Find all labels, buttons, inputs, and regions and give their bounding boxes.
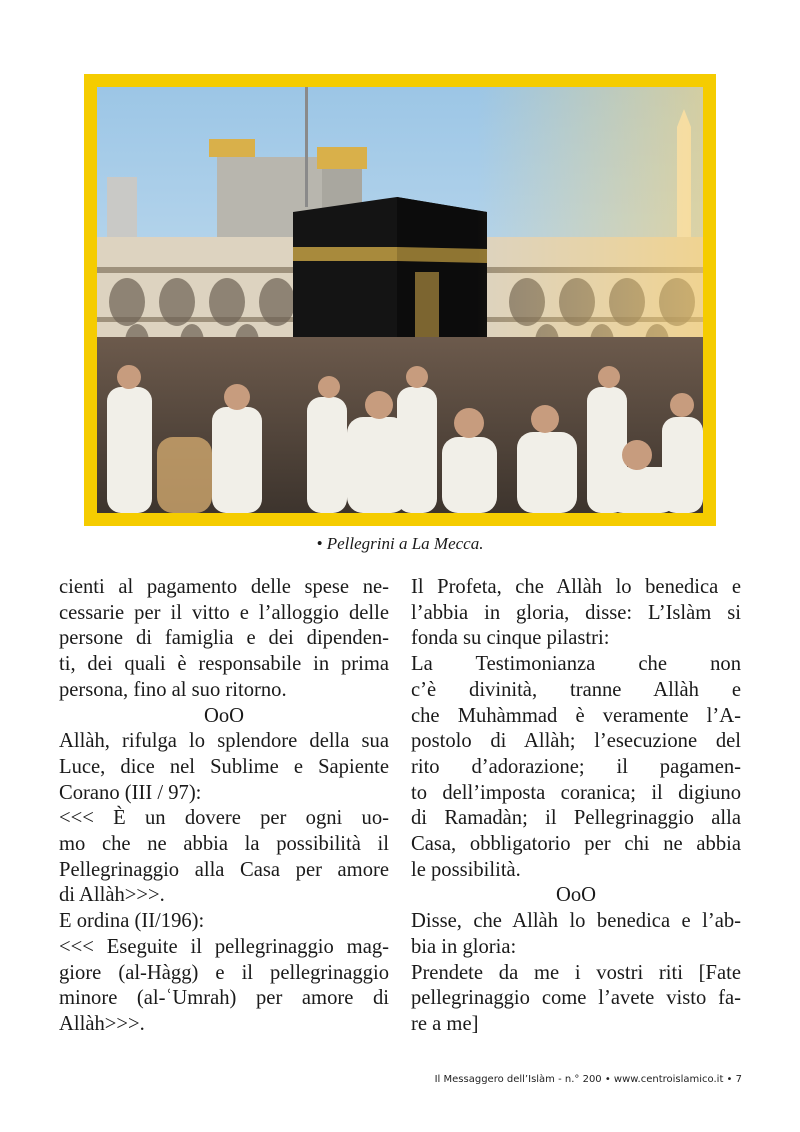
text-line: Casa, obbligatorio per chi ne abbia bbox=[411, 833, 741, 856]
text-line: cienti al pagamento delle spese ne- bbox=[59, 576, 389, 598]
section-divider: OoO bbox=[555, 884, 597, 907]
text-line: E ordina (II/196): bbox=[59, 910, 205, 933]
section-divider: OoO bbox=[203, 704, 245, 727]
text-line: rito d’adorazione; il pagamen- bbox=[411, 755, 741, 778]
text-line: persona, fino al suo ritorno. bbox=[59, 678, 287, 701]
text-line: postolo di Allàh; l’esecuzione del bbox=[411, 730, 741, 753]
text-line: Allàh, rifulga lo splendore della sua bbox=[59, 730, 389, 753]
text-line: Pellegrinaggio alla Casa per amore bbox=[59, 858, 389, 881]
right-text-column bbox=[411, 575, 741, 1038]
text-line: Disse, che Allàh lo benedica e l’ab- bbox=[411, 910, 741, 933]
text-line: mo che ne abbia la possibilità il bbox=[59, 833, 389, 856]
text-line: <<< È un dovere per ogni uo- bbox=[59, 807, 389, 830]
text-line: cessarie per il vitto e l’alloggio delle bbox=[59, 601, 389, 624]
text-line: to dell’imposta coranica; il digiuno bbox=[411, 781, 741, 804]
text-line: Corano (III / 97): bbox=[59, 781, 202, 804]
text-line: di Ramadàn; il Pellegrinaggio alla bbox=[411, 807, 741, 830]
text-line: ti, dei quali è responsabile in prima bbox=[59, 653, 389, 676]
text-line: pellegrinaggio come l’avete visto fa- bbox=[411, 987, 741, 1010]
photo-caption: • Pellegrini a La Mecca. bbox=[316, 534, 484, 553]
text-line: re a me] bbox=[411, 1012, 479, 1035]
text-line: Il Profeta, che Allàh lo benedica e bbox=[411, 576, 741, 598]
kaaba-photo bbox=[97, 87, 703, 513]
text-line: l’abbia in gloria, disse: L’Islàm si bbox=[411, 601, 741, 624]
text-line: c’è divinità, tranne Allàh e bbox=[411, 678, 741, 701]
text-line: bia in gloria: bbox=[411, 935, 517, 958]
text-line: minore (al-ʿUmrah) per amore di bbox=[59, 987, 389, 1010]
text-line: Allàh>>>. bbox=[59, 1012, 145, 1035]
text-line: La Testimonianza che non bbox=[411, 653, 741, 676]
left-text-column bbox=[59, 575, 389, 1038]
text-line: giore (al-Hàgg) e il pellegrinaggio bbox=[59, 961, 389, 984]
text-line: di Allàh>>>. bbox=[59, 884, 165, 907]
text-line: le possibilità. bbox=[411, 858, 521, 881]
page-footer: Il Messaggero dell’Islàm - n.° 200 • www.centroislamico.it • 7 bbox=[434, 1074, 742, 1085]
text-line: persone di famiglia e dei dipenden- bbox=[59, 627, 389, 650]
text-line: <<< Eseguite il pellegrinaggio mag- bbox=[59, 935, 389, 958]
text-line: Luce, dice nel Sublime e Sapiente bbox=[59, 755, 389, 778]
text-line: che Muhàmmad è veramente l’A- bbox=[411, 704, 741, 727]
photo-frame bbox=[84, 74, 716, 526]
text-line: fonda su cinque pilastri: bbox=[411, 627, 610, 650]
text-line: Prendete da me i vostri riti [Fate bbox=[411, 961, 741, 984]
